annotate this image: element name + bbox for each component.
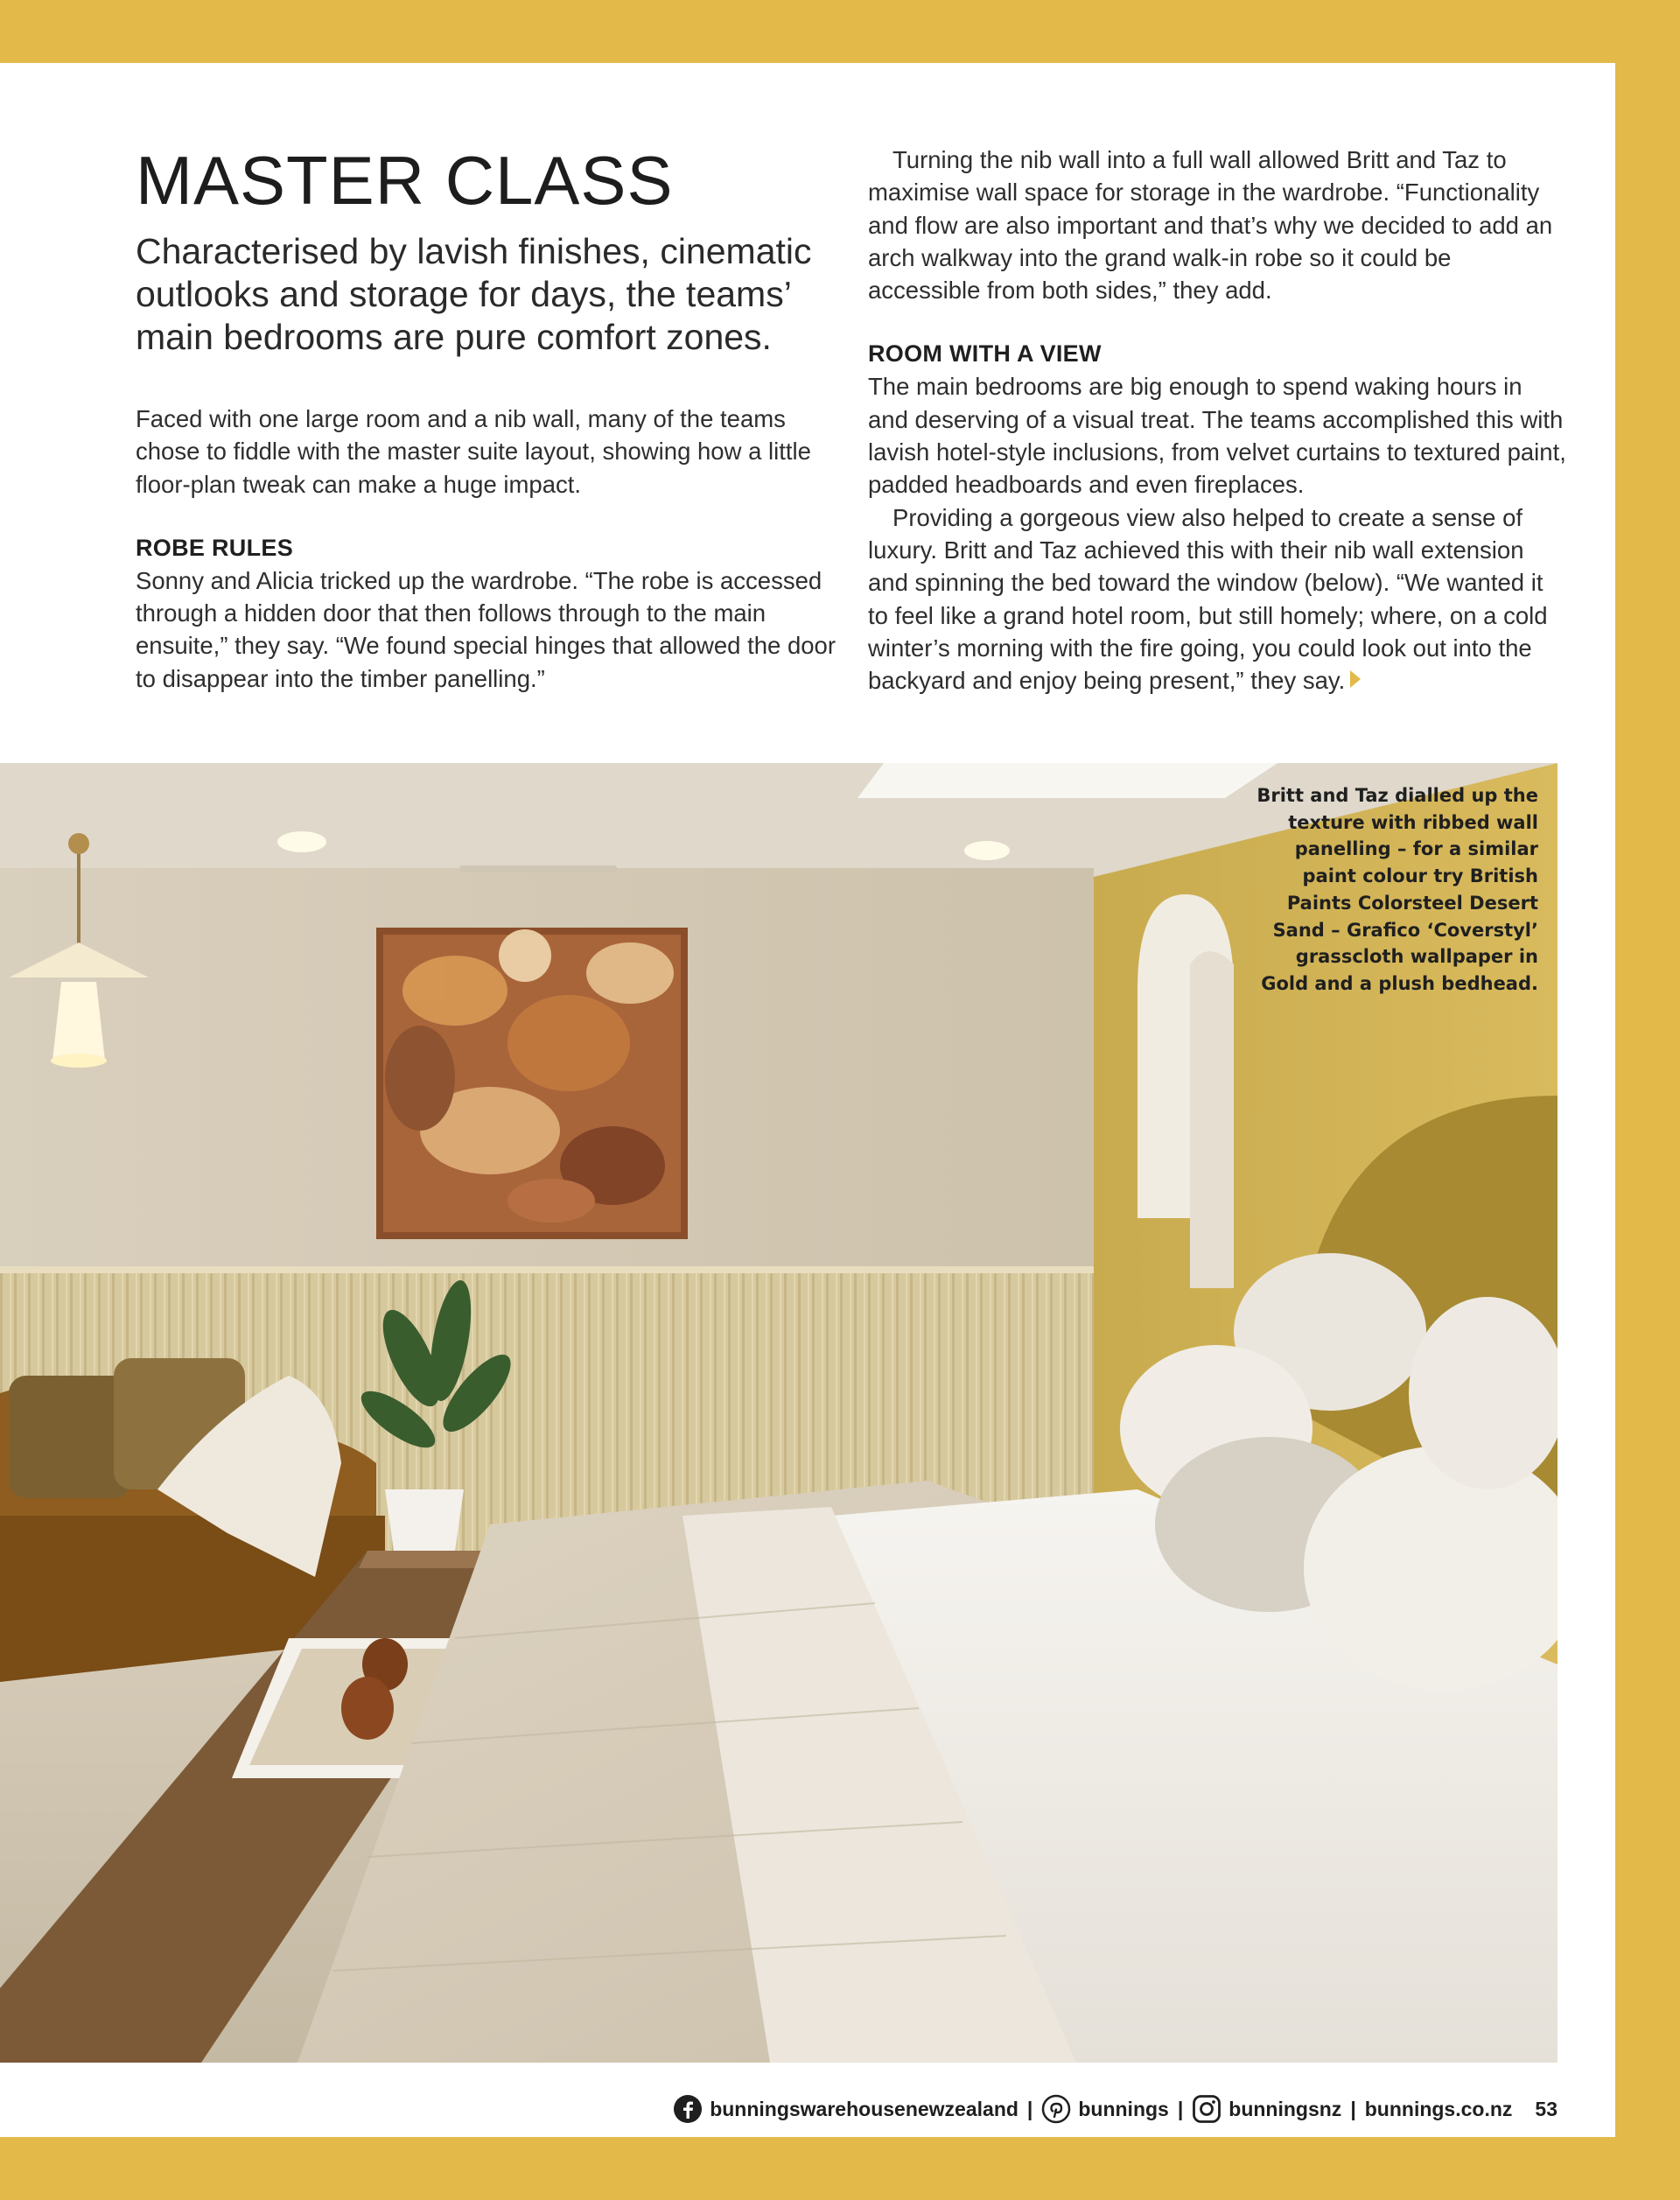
pinterest-icon [1041,2094,1071,2124]
view-paragraph-1: The main bedrooms are big enough to spend waking hours in and deserving of a visual treat. The teams accomplished this with lavish hotel-style inclusions, from velvet curtains to textured paint, padded headboards and even fireplaces. [868,373,1566,499]
intro-paragraph: Faced with one large room and a nib wall, many of the teams chose to fiddle with the master suite layout, showing how a little floor-plan tweak can make a huge impact. [136,405,811,498]
right-column [868,144,1568,697]
bedroom-photo [0,763,1558,2063]
pinterest-handle[interactable]: bunnings [1078,2097,1169,2120]
footer-separator: | [1026,2097,1033,2120]
robe-rules-heading: ROBE RULES [136,534,294,561]
website-link[interactable]: bunnings.co.nz [1364,2097,1513,2120]
view-paragraph-2 [868,501,1568,697]
nib-wall-paragraph: Turning the nib wall into a full wall allowed Britt and Taz to maximise wall space for storage in the wardrobe. “Functionality and flow are also important and that’s why we decided to add an arch walkway into the grand walk-in robe so it could be accessible from both sides,” they add. [868,146,1553,305]
view-paragraph-2-text: Providing a gorgeous view also helped to create a sense of luxury. Britt and Taz achieved this with their nib wall extension and spinning the bed toward the window (below). “We wanted it to feel like a grand hotel room, but still homely; where, on a cold winter’s morning with the fire going, you could look out into the backyard and enjoy being present,” they say. [868,503,1548,695]
facebook-handle[interactable]: bunningswarehousenewzealand [710,2097,1018,2120]
magazine-page [0,63,1615,2137]
page-number: 53 [1535,2097,1558,2120]
footer-separator: | [1350,2097,1356,2120]
article-end-icon [1350,670,1361,688]
room-with-a-view-heading: ROOM WITH A VIEW [868,340,1102,368]
photo-caption: Britt and Taz dialled up the texture with ribbed wall panelling – for a similar paint colour try British Paints Colorsteel Desert Sand – Grafico ‘Coverstyl’ grasscloth wallpaper in Gold and a plush bedhead. [1256,785,1538,994]
facebook-icon [673,2094,703,2124]
robe-rules-paragraph: Sonny and Alicia tricked up the wardrobe. “The robe is accessed through a hidden door that then follows through to the main ensuite,” they say. “We found special hinges that allowed the door to disappear into the timber panelling.” [136,566,836,692]
instagram-icon [1192,2094,1222,2124]
left-column [136,142,836,695]
standfirst: Characterised by lavish finishes, cinematic outlooks and storage for days, the teams’ main bedrooms are pure comfort zones. [136,231,812,357]
instagram-handle[interactable]: bunningsnz [1228,2097,1342,2120]
footer-separator: | [1177,2097,1184,2120]
page-title: MASTER CLASS [136,142,674,219]
page-footer [673,2091,1558,2126]
